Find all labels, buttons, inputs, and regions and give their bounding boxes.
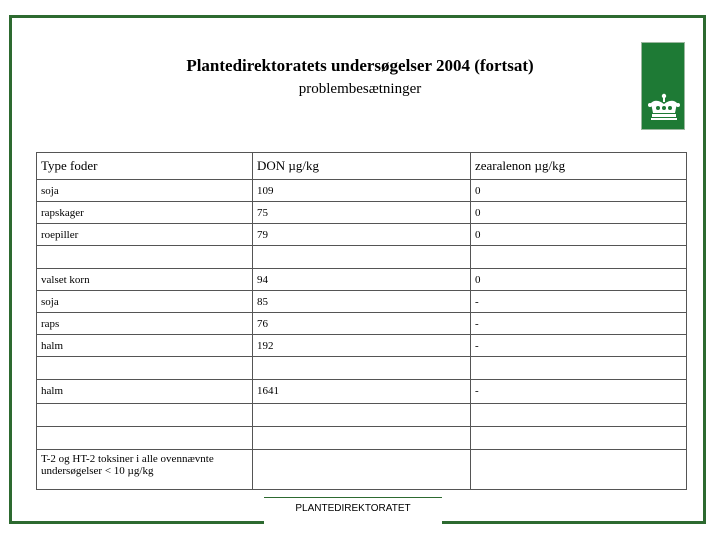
cell-zearalenon: 0 <box>471 202 687 224</box>
cell-don: 1641 <box>253 380 471 404</box>
cell-type: halm <box>37 335 253 357</box>
table-row <box>37 269 687 291</box>
table-row <box>37 291 687 313</box>
table-row <box>37 357 687 380</box>
table-header-row <box>37 153 687 180</box>
cell-zearalenon <box>471 427 687 450</box>
table-row <box>37 335 687 357</box>
cell-type: halm <box>37 380 253 404</box>
cell-zearalenon: 0 <box>471 180 687 202</box>
footer-label: PLANTEDIREKTORATET <box>264 497 442 525</box>
table-row <box>37 404 687 427</box>
cell-type <box>37 246 253 269</box>
cell-don <box>253 427 471 450</box>
cell-don: 109 <box>253 180 471 202</box>
cell-type: soja <box>37 291 253 313</box>
cell-type: raps <box>37 313 253 335</box>
cell-zearalenon: - <box>471 291 687 313</box>
cell-type <box>37 427 253 450</box>
cell-zearalenon: - <box>471 313 687 335</box>
cell-type: valset korn <box>37 269 253 291</box>
column-header-zearalenon: zearalenon µg/kg <box>471 153 687 180</box>
results-table <box>36 152 687 490</box>
table-row <box>37 313 687 335</box>
cell-zearalenon <box>471 404 687 427</box>
cell-don <box>253 357 471 380</box>
cell-don: 79 <box>253 224 471 246</box>
table-note: T-2 og HT-2 toksiner i alle ovennævnte undersøgelser < 10 µg/kg <box>37 450 253 490</box>
cell-zearalenon <box>471 357 687 380</box>
cell-type: soja <box>37 180 253 202</box>
table-row <box>37 180 687 202</box>
table-row <box>37 246 687 269</box>
cell-zearalenon: 0 <box>471 224 687 246</box>
cell-don <box>253 246 471 269</box>
cell-don: 192 <box>253 335 471 357</box>
cell-don: 94 <box>253 269 471 291</box>
cell-type <box>37 404 253 427</box>
cell-zearalenon <box>471 450 687 490</box>
crown-icon <box>647 93 681 123</box>
cell-zearalenon: 0 <box>471 269 687 291</box>
logo <box>641 42 685 130</box>
table-row <box>37 427 687 450</box>
table-row <box>37 202 687 224</box>
column-header-don: DON µg/kg <box>253 153 471 180</box>
table-row <box>37 224 687 246</box>
cell-don <box>253 450 471 490</box>
table-note-row <box>37 450 687 490</box>
cell-zearalenon: - <box>471 380 687 404</box>
page-title: Plantedirektoratets undersøgelser 2004 (fortsat) <box>186 56 534 75</box>
cell-don: 76 <box>253 313 471 335</box>
cell-zearalenon <box>471 246 687 269</box>
cell-type <box>37 357 253 380</box>
page-subtitle: problembesætninger <box>298 81 422 97</box>
cell-don: 85 <box>253 291 471 313</box>
table-row <box>37 380 687 404</box>
column-header-type: Type foder <box>37 153 253 180</box>
cell-don <box>253 404 471 427</box>
cell-don: 75 <box>253 202 471 224</box>
cell-zearalenon: - <box>471 335 687 357</box>
cell-type: roepiller <box>37 224 253 246</box>
cell-type: rapskager <box>37 202 253 224</box>
